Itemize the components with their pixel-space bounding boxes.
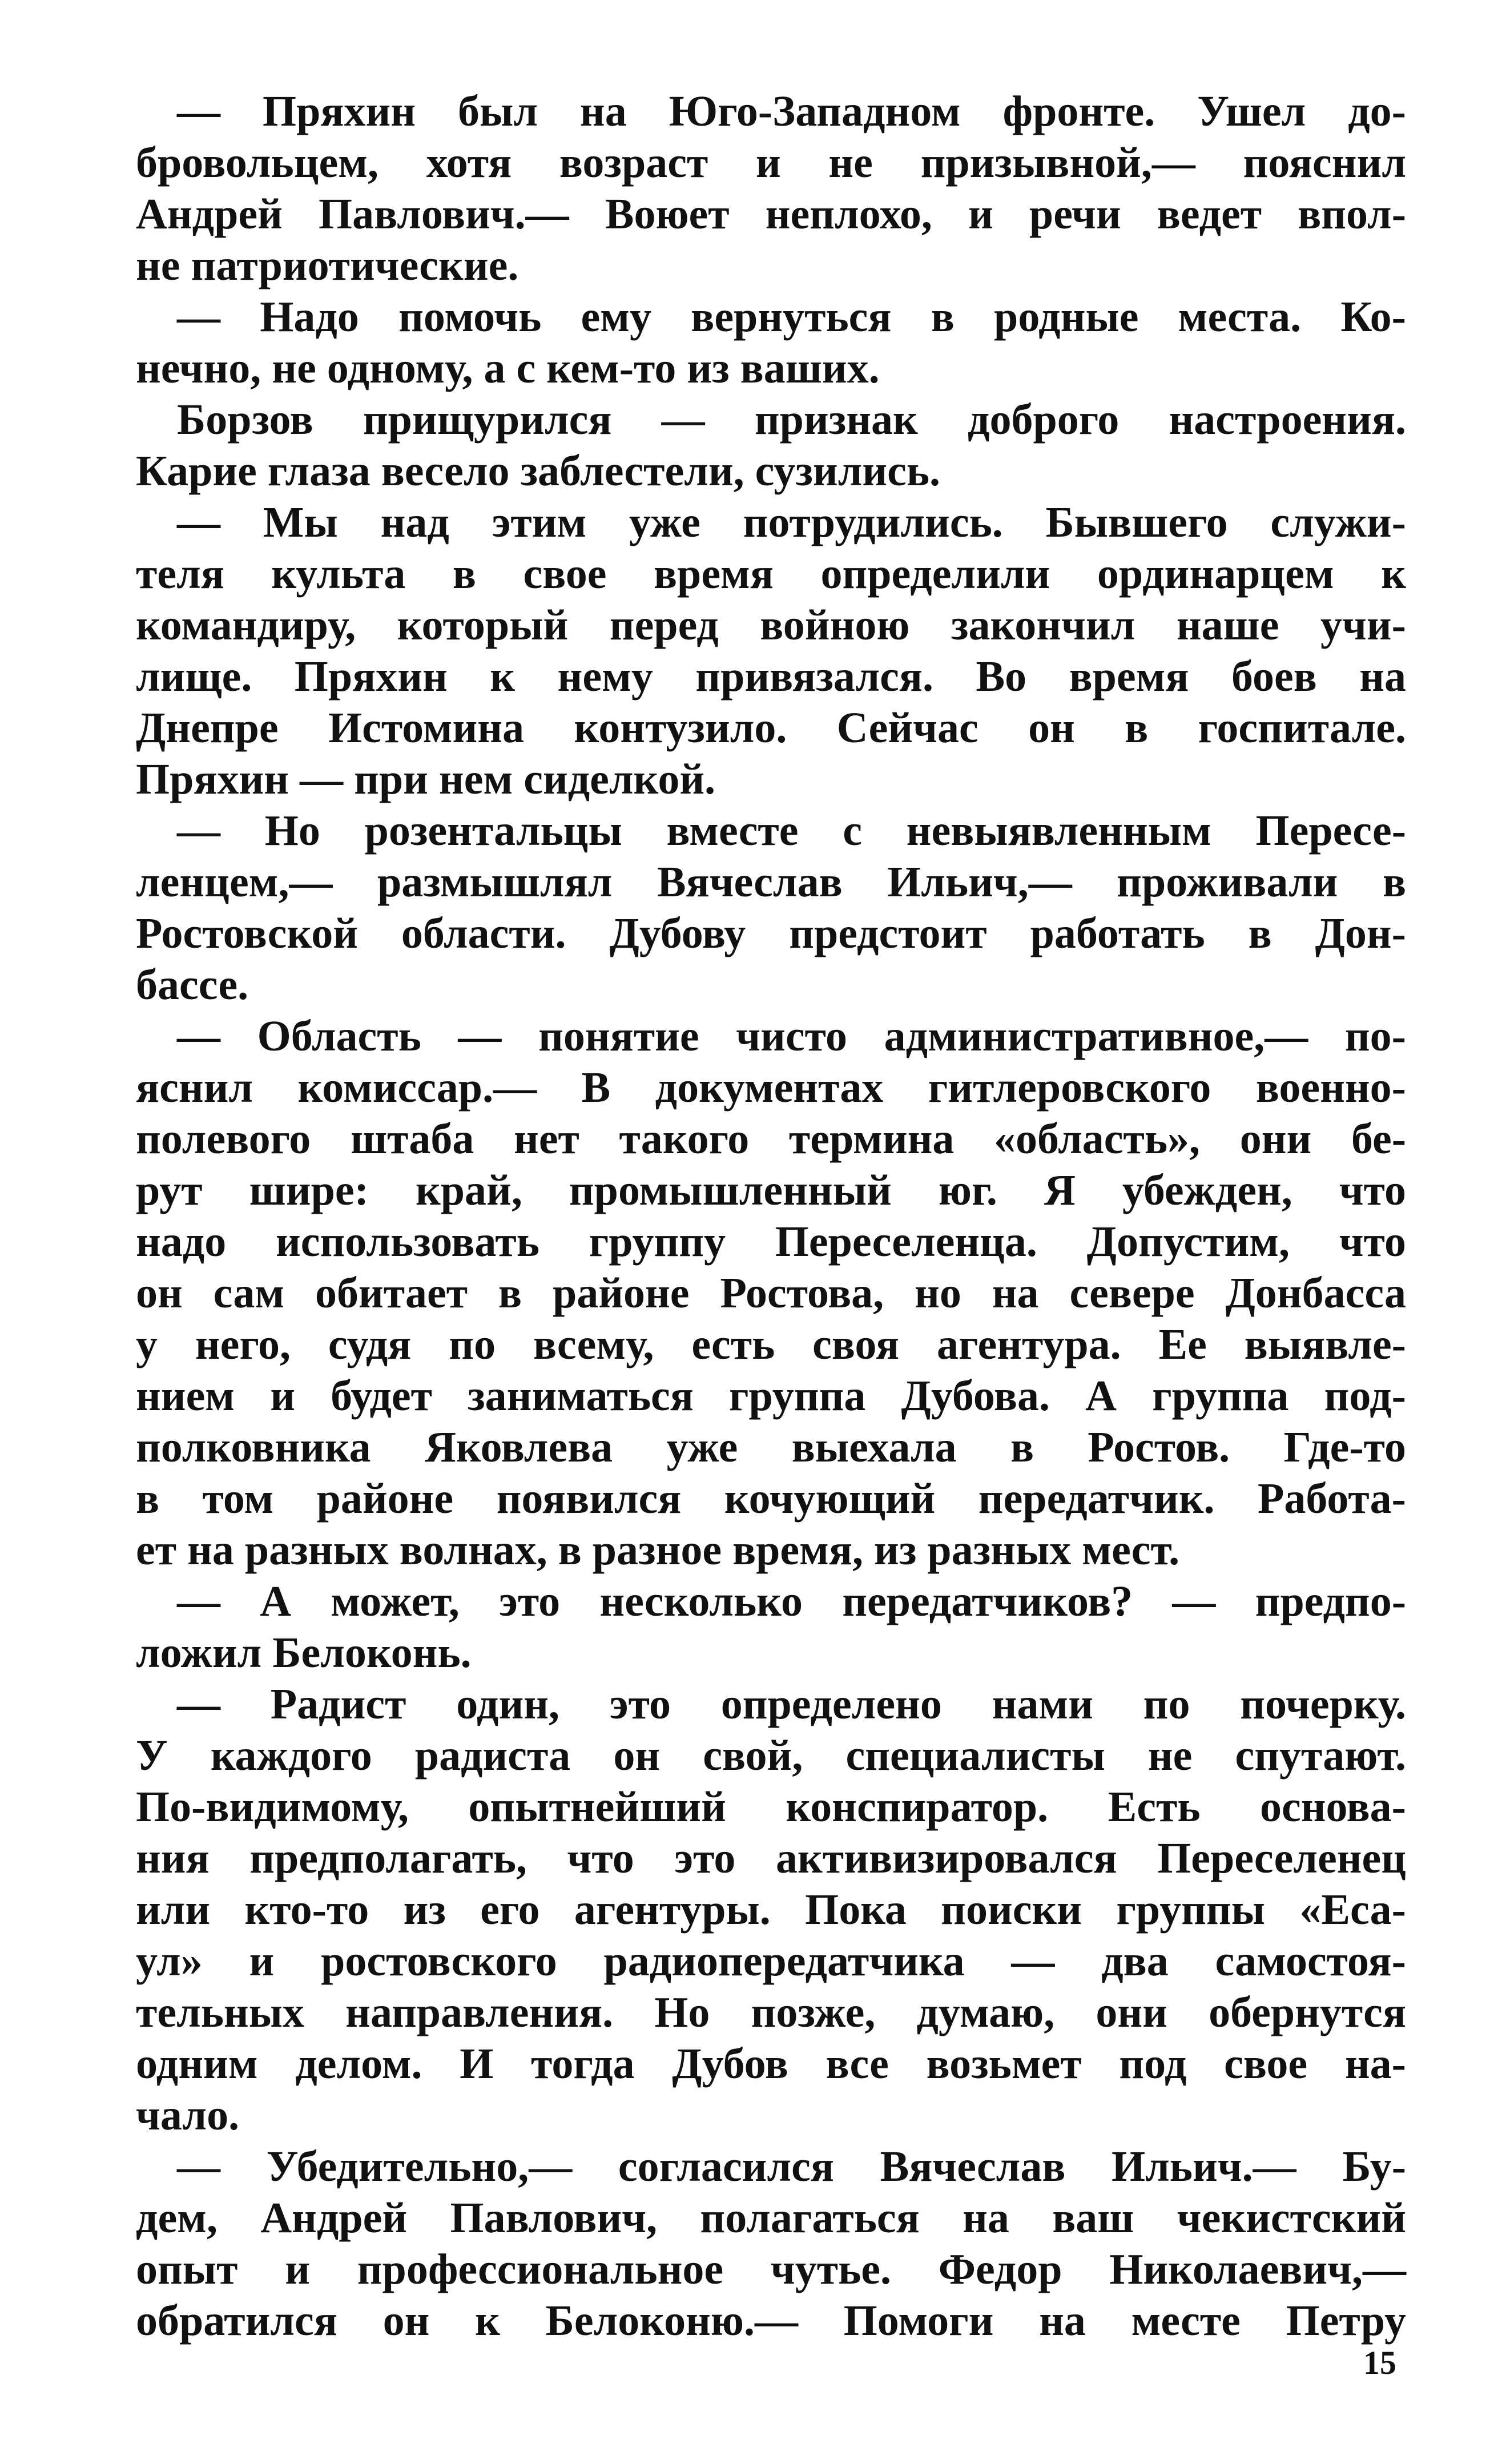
text-line: Ростовской области. Дубову предстоит работать в Дон- bbox=[136, 909, 1406, 957]
text-line: лище. Пряхин к нему привязался. Во время боев на bbox=[136, 653, 1406, 700]
text-line: ет на разных волнах, в разное время, из разных мест. bbox=[136, 1526, 1180, 1574]
text-line: ложил Белоконь. bbox=[136, 1629, 472, 1677]
text-line: — Убедительно,— согласился Вячеслав Ильич.— Бу- bbox=[177, 2143, 1406, 2191]
paragraph bbox=[136, 1678, 1406, 2141]
text-line: По-видимому, опытнейший конспиратор. Есть основа- bbox=[136, 1783, 1406, 1831]
text-line: или кто-то из его агентуры. Пока поиски группы «Еса- bbox=[136, 1886, 1406, 1934]
text-line: Борзов прищурился — признак доброго настроения. bbox=[177, 396, 1406, 444]
text-line: — Радист один, это определено нами по почерку. bbox=[177, 1680, 1406, 1728]
text-line: чало. bbox=[136, 2091, 240, 2139]
paragraph bbox=[136, 805, 1406, 1010]
text-line: — Пряхин был на Юго-Западном фронте. Ушел до- bbox=[177, 87, 1406, 135]
text-line: теля культа в свое время определили ординарцем к bbox=[136, 550, 1406, 598]
text-line: — Но розентальцы вместе с невыявленным Пересе- bbox=[177, 807, 1406, 855]
text-line: командиру, который перед войною закончил наше учи- bbox=[136, 601, 1406, 649]
text-line: полевого штаба нет такого термина «область», они бе- bbox=[136, 1115, 1406, 1163]
text-line: рут шире: край, промышленный юг. Я убежден, что bbox=[136, 1166, 1406, 1214]
paragraph bbox=[136, 1576, 1406, 1678]
text-line: — А может, это несколько передатчиков? — предпо- bbox=[177, 1577, 1406, 1625]
paragraph bbox=[136, 1010, 1406, 1576]
text-line: дем, Андрей Павлович, полагаться на ваш чекистский bbox=[136, 2194, 1406, 2242]
text-line: Карие глаза весело заблестели, сузились. bbox=[136, 447, 941, 495]
text-line: не патриотические. bbox=[136, 241, 519, 289]
paragraph bbox=[136, 497, 1406, 805]
paragraph bbox=[136, 86, 1406, 291]
text-line: в том районе появился кочующий передатчик. Работа- bbox=[136, 1475, 1406, 1523]
text-line: бассе. bbox=[136, 961, 249, 1009]
text-line: полковника Яковлева уже выехала в Ростов. Где-то bbox=[136, 1423, 1406, 1471]
text-line: обратился он к Белоконю.— Помоги на месте Петру bbox=[136, 2297, 1406, 2345]
text-line: — Надо помочь ему вернуться в родные места. Ко- bbox=[177, 293, 1406, 341]
text-line: ленцем,— размышлял Вячеслав Ильич,— проживали в bbox=[136, 858, 1406, 906]
text-line: нечно, не одному, а с кем-то из ваших. bbox=[136, 344, 880, 392]
page-body-text bbox=[136, 86, 1406, 2346]
text-line: одним делом. И тогда Дубов все возьмет под свое на- bbox=[136, 2040, 1406, 2088]
text-line: нием и будет заниматься группа Дубова. А группа под- bbox=[136, 1372, 1406, 1420]
text-line: надо использовать группу Переселенца. Допустим, что bbox=[136, 1218, 1406, 1266]
text-line: бровольцем, хотя возраст и не призывной,— пояснил bbox=[136, 139, 1406, 187]
text-line: Пряхин — при нем сиделкой. bbox=[136, 755, 716, 803]
text-line: — Мы над этим уже потрудились. Бывшего служи- bbox=[177, 498, 1406, 546]
text-line: у него, судя по всему, есть своя агентура. Ее выявле- bbox=[136, 1320, 1406, 1368]
text-line: Днепре Истомина контузило. Сейчас он в госпитале. bbox=[136, 704, 1406, 752]
page-number: 15 bbox=[1363, 2344, 1396, 2381]
text-line: Андрей Павлович.— Воюет неплохо, и речи ведет впол- bbox=[136, 190, 1406, 238]
text-line: — Область — понятие чисто административное,— по- bbox=[177, 1012, 1406, 1060]
paragraph bbox=[136, 2141, 1406, 2346]
text-line: ния предполагать, что это активизировался Переселенец bbox=[136, 1834, 1406, 1882]
text-line: яснил комиссар.— В документах гитлеровского военно- bbox=[136, 1064, 1406, 1112]
text-line: У каждого радиста он свой, специалисты не спутают. bbox=[136, 1732, 1406, 1779]
paragraph bbox=[136, 291, 1406, 394]
text-line: он сам обитает в районе Ростова, но на севере Донбасса bbox=[136, 1269, 1406, 1317]
text-line: тельных направления. Но позже, думаю, они обернутся bbox=[136, 1988, 1406, 2036]
text-line: ул» и ростовского радиопередатчика — два самостоя- bbox=[136, 1937, 1406, 1985]
text-line: опыт и профессиональное чутье. Федор Николаевич,— bbox=[136, 2245, 1406, 2293]
paragraph bbox=[136, 394, 1406, 497]
